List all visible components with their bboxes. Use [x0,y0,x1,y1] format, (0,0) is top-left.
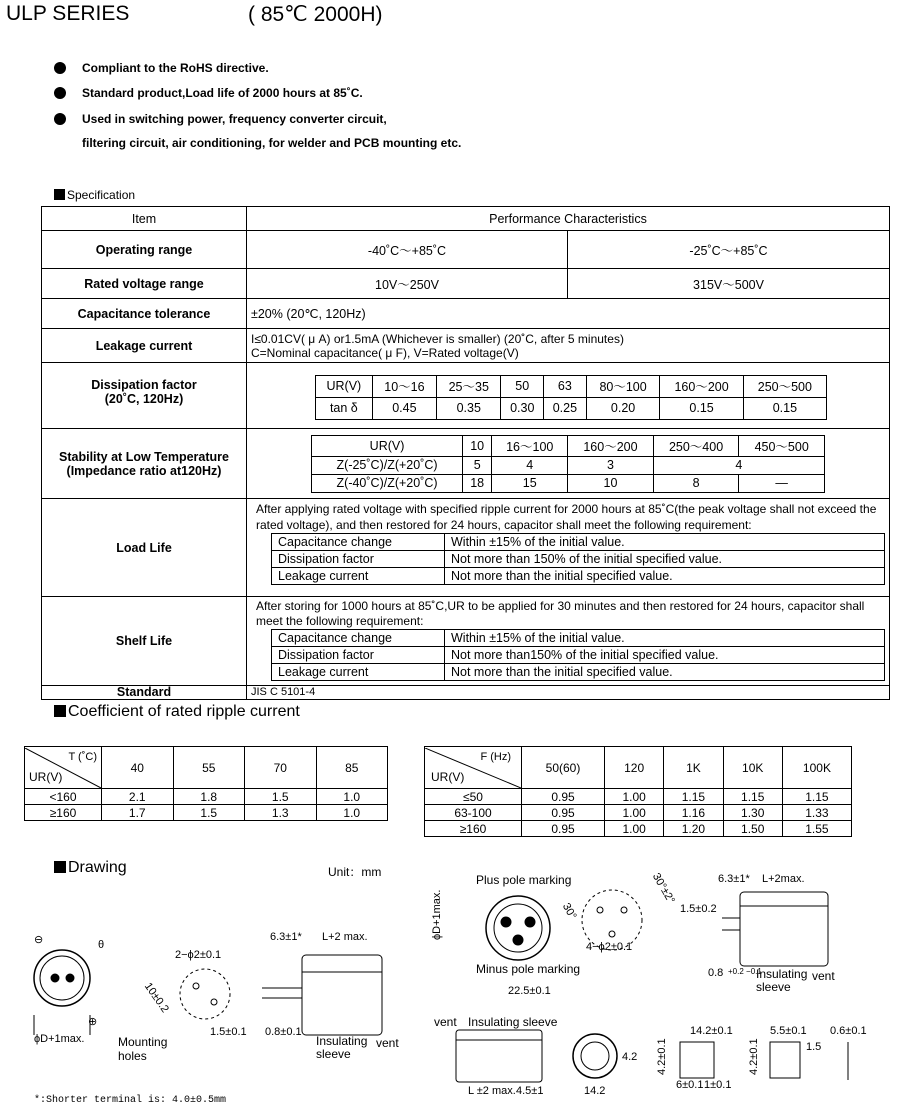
ripple-freq-cell: 1.00 [604,821,663,837]
terminal-detail [656,1025,867,1091]
ripple-freq-cell: 1.15 [723,789,782,805]
ripple-temp-cell: <160 [25,789,102,805]
ripple-temp-col: 85 [316,747,388,789]
ripple-freq-cell: ≤50 [425,789,522,805]
lowtemp-head-cell: 450～500 [739,435,825,456]
drawing-unit: Unit：mm [328,865,382,879]
ripple-temp-cell: 1.5 [173,805,245,821]
ripple-freq-col: 120 [604,747,663,789]
ripple-temp-corner: T (˚C) UR(V) [25,747,102,789]
lowtemp-cell: 4 [492,456,568,474]
lowtemp-cell: 10 [568,474,654,492]
loadlife-item: Capacitance change [272,534,445,551]
df-cell: 0.45 [372,397,436,419]
tol-label: +0.2 −0.1 [728,967,762,976]
lowtemp-head-cell: 10 [463,435,492,456]
ripple-freq-corner: F (Hz) UR(V) [425,747,522,789]
bullet-rohs: Compliant to the RoHS directive. [82,61,269,75]
df-head-cell: 250～500 [743,375,826,397]
mounting-holes-view [118,949,247,1063]
side-view-4pin [680,873,835,994]
ripple-freq-cell: 1.55 [782,821,851,837]
shelflife-item: Leakage current [272,664,445,681]
square-marker [54,189,65,200]
drawing-heading: Drawing [54,859,127,877]
ripple-freq-cell: 1.16 [664,805,723,821]
thirty-label: 30° [559,901,579,922]
ripple-freq-cell: 1.15 [664,789,723,805]
p15-label: 1.5±0.2 [680,903,717,915]
lmax3-label: L ±2 max. [468,1085,516,1095]
ripple-freq-col: 1K [664,747,723,789]
top-view-2pin [34,934,104,1045]
df-head-cell: 80～100 [586,375,660,397]
bottom-top-view [573,1034,637,1095]
p42-label: 4.2 [622,1051,638,1063]
loadlife-text: After applying rated voltage with specified ripple current for 2000 hours at 85˚C(the peak voltage shall not exceed the rated voltage), and then restored for 24 hours, capacitor shall meet the following requirement: [256,502,877,532]
df-head-cell: 50 [501,375,544,397]
df-cell: 0.20 [586,397,660,419]
square-marker [54,705,66,717]
df-label: Dissipation factor (20˚C, 120Hz) [42,363,247,429]
bottom-side-view [434,1015,558,1095]
ripple-freq-cell: 1.00 [604,789,663,805]
ripple-freq-col: 50(60) [522,747,605,789]
p142-label: 14.2 [584,1085,606,1095]
lowtemp-cell: Z(-25˚C)/Z(+20˚C) [312,456,463,474]
dia-max-label: ϕD+1max. [34,1033,85,1045]
lowtemp-cell: 18 [463,474,492,492]
lowtemp-cell: 8 [653,474,739,492]
p15b-label: 1.5 [806,1041,822,1053]
spec-heading: Specification [54,188,135,202]
mounting-label: Mounting [118,1035,168,1049]
p55-label: 5.5±0.1 [770,1025,807,1037]
p08-label: 0.8 [708,967,724,979]
df-head-cell: 63 [544,375,587,397]
side-view-2pin [262,931,399,1061]
p142b-label: 14.2±0.1 [690,1025,733,1037]
df-head-cell: 10～16 [372,375,436,397]
p45-label: 4.5±1 [516,1085,544,1095]
lowtemp-label: Stability at Low Temperature (Impedance ratio at120Hz) [42,429,247,499]
p1-label: 1±0.1 [704,1079,732,1091]
bullet-dot [54,62,66,74]
leakage-line2: C=Nominal capacitance( μ F), V=Rated voltage(V) [251,345,519,360]
shelflife-text: After storing for 1000 hours at 85˚C,UR to be applied for 30 minutes and then restored for 24 hours, capacitor shall meet the following requirement: [256,599,865,628]
bullet-standard: Standard product,Load life of 2000 hours at 85˚C. [82,86,363,100]
dia-max-label-2: ϕD+1max. [431,889,443,940]
ripple-temp-col: 40 [102,747,174,789]
vent-label-3: vent [434,1015,457,1029]
lmax-label: L+2 max. [322,931,368,943]
bullet-dot [54,87,66,99]
loadlife-value: Not more than the initial specified value. [445,568,885,585]
insulating-label: Insulating [316,1034,368,1048]
spec-table [41,206,890,700]
lowtemp-head-cell: UR(V) [312,435,463,456]
plus-symbol: ⊕ [88,1016,98,1028]
ripple-freq-cell: 1.00 [604,805,663,821]
p42b-label: 4.2±0.1 [656,1038,668,1075]
lmax2-label: L+2max. [762,873,805,885]
ripple-temp-col: 70 [245,747,317,789]
thirty2-label: 30°±2° [649,871,677,906]
ripple-freq-cell: 1.50 [723,821,782,837]
cap-tol-value: ±20% (20℃, 120Hz) [247,299,890,329]
standard-value: JIS C 5101-4 [247,686,890,700]
rated-voltage-v2: 315V～500V [568,269,890,299]
ripple-freq-cell: 1.15 [782,789,851,805]
terminal-note: *:Shorter terminal is: 4.0±0.5mm [34,1095,227,1106]
ripple-freq-cell: 0.95 [522,821,605,837]
length-label: 6.3±1* [270,931,302,943]
minus-pole-label: Minus pole marking [476,962,581,976]
df-table [315,375,827,420]
ripple-freq-table [424,746,852,837]
df-cell: tan δ [316,397,373,419]
ten-label: 10±0.2 [141,980,171,1016]
df-cell: 0.25 [544,397,587,419]
operating-range-v2: -25˚C～+85˚C [568,231,890,269]
lowtemp-head-cell: 16～100 [492,435,568,456]
theta-label: θ [98,939,105,951]
ripple-temp-cell: 2.1 [102,789,174,805]
pitch22-label: 22.5±0.1 [508,985,551,997]
p06-label: 0.6±0.1 [830,1025,867,1037]
ripple-freq-cell: 1.33 [782,805,851,821]
shelflife-value: Not more than150% of the initial specified value. [445,647,885,664]
sleeve-label-2: sleeve [756,980,791,994]
loadlife-value: Within ±15% of the initial value. [445,534,885,551]
standard-label: Standard [42,686,247,700]
shelflife-item: Dissipation factor [272,647,445,664]
sleeve-label: sleeve [316,1047,351,1061]
ripple-freq-cell: 1.20 [664,821,723,837]
shelflife-table [271,629,885,681]
loadlife-value: Not more than 150% of the initial specified value. [445,551,885,568]
insulating-label-2: Insulating [756,967,808,981]
lowtemp-cell: 5 [463,456,492,474]
loadlife-table [271,533,885,585]
capacitor-drawings [0,870,900,1095]
ripple-heading: Coefficient of rated ripple current [54,703,300,721]
shelflife-value: Not more than the initial specified value. [445,664,885,681]
bullet-use-cont: filtering circuit, air conditioning, for welder and PCB mounting etc. [82,136,462,150]
ripple-freq-col: 100K [782,747,851,789]
ripple-temp-col: 55 [173,747,245,789]
lowtemp-cell: 4 [653,456,824,474]
cap-tol-label: Capacitance tolerance [42,299,247,329]
ripple-temp-cell: 1.7 [102,805,174,821]
series-title: ULP SERIES [6,2,130,25]
shelflife-item: Capacitance change [272,630,445,647]
ripple-temp-cell: 1.3 [245,805,317,821]
lowtemp-head-cell: 160～200 [568,435,654,456]
rated-voltage-label: Rated voltage range [42,269,247,299]
ripple-temp-cell: 1.5 [245,789,317,805]
ripple-temp-table [24,746,388,821]
lead4-label: 4−ϕ2±0.1 [586,941,633,953]
lowtemp-cell: Z(-40˚C)/Z(+20˚C) [312,474,463,492]
bullet-use: Used in switching power, frequency converter circuit, [82,112,387,126]
df-head-cell: 25～35 [437,375,501,397]
length2-label: 6.3±1* [718,873,750,885]
lead-dia-label: 2−ϕ2±0.1 [175,949,222,961]
df-cell: 0.35 [437,397,501,419]
mounting-view-4pin [560,871,677,953]
df-cell: 0.15 [660,397,743,419]
p6-label: 6±0.1 [676,1079,704,1091]
top-view-4pin [431,873,580,997]
shelflife-label: Shelf Life [42,597,247,686]
operating-range-label: Operating range [42,231,247,269]
loadlife-item: Dissipation factor [272,551,445,568]
loadlife-label: Load Life [42,499,247,597]
holes-label: holes [118,1049,147,1063]
lowtemp-cell: 3 [568,456,654,474]
df-head-cell: 160～200 [660,375,743,397]
shelflife-value: Within ±15% of the initial value. [445,630,885,647]
bullet-dot [54,113,66,125]
ripple-freq-cell: 63-100 [425,805,522,821]
df-head-cell: UR(V) [316,375,373,397]
ripple-temp-cell: 1.0 [316,789,388,805]
lowtemp-head-cell: 250～400 [653,435,739,456]
lowtemp-cell: — [739,474,825,492]
lowtemp-cell: 15 [492,474,568,492]
plus-pole-label: Plus pole marking [476,873,572,887]
pitch-label: 1.5±0.1 [210,1026,247,1038]
ripple-freq-cell: 0.95 [522,789,605,805]
leakage-label: Leakage current [42,329,247,363]
leakage-line1: I≤0.01CV( μ A) or1.5mA (Whichever is smaller) (20˚C, after 5 minutes) [251,331,624,346]
series-subtitle: ( 85℃ 2000H) [248,3,383,26]
spec-col-perf: Performance Characteristics [247,207,890,231]
lowtemp-table [311,435,825,493]
ripple-temp-cell: 1.8 [173,789,245,805]
vent-label: vent [376,1036,399,1050]
spec-col-item: Item [42,207,247,231]
pin-label: 0.8±0.1 [265,1026,302,1038]
ripple-freq-cell: ≥160 [425,821,522,837]
operating-range-v1: -40˚C～+85˚C [247,231,568,269]
ripple-freq-cell: 0.95 [522,805,605,821]
p42b-label-2: 4.2±0.1 [748,1038,760,1075]
loadlife-item: Leakage current [272,568,445,585]
rated-voltage-v1: 10V～250V [247,269,568,299]
df-cell: 0.30 [501,397,544,419]
minus-symbol: ⊖ [34,934,44,946]
ripple-temp-cell: 1.0 [316,805,388,821]
ripple-freq-col: 10K [723,747,782,789]
ripple-freq-cell: 1.30 [723,805,782,821]
ripple-temp-cell: ≥160 [25,805,102,821]
insul-sleeve-label: Insulating sleeve [468,1015,558,1029]
vent-label-2: vent [812,969,835,983]
df-cell: 0.15 [743,397,826,419]
